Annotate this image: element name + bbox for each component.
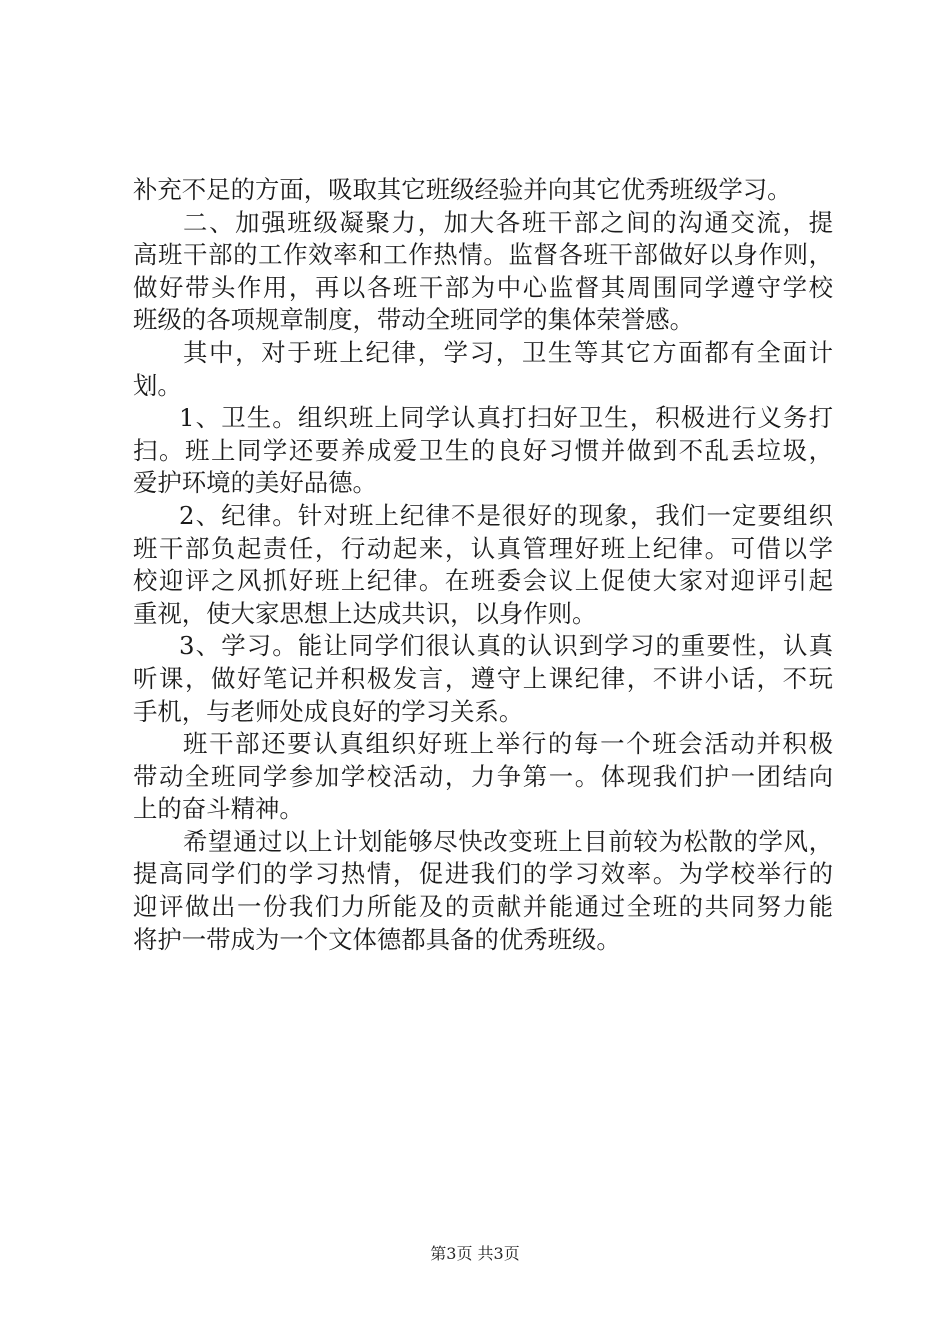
text-line: 划。 bbox=[133, 370, 182, 400]
text-line: 重视，使大家思想上达成共识，以身作则。 bbox=[133, 598, 597, 628]
text-line: 校迎评之风抓好班上纪律。在班委会议上促使大家对迎评引起 bbox=[133, 566, 833, 596]
text-line: 2、纪律。针对班上纪律不是很好的现象，我们一定要组织 bbox=[179, 500, 833, 530]
text-line: 班干部还要认真组织好班上举行的每一个班会活动并积极 bbox=[183, 729, 833, 759]
text-line: 班干部负起责任，行动起来，认真管理好班上纪律。可借以学 bbox=[133, 533, 833, 563]
text-line: 迎评做出一份我们力所能及的贡献并能通过全班的共同努力能 bbox=[133, 892, 833, 922]
text-line: 提高同学们的学习热情，促进我们的学习效率。为学校举行的 bbox=[133, 859, 833, 889]
text-line: 高班干部的工作效率和工作热情。监督各班干部做好以身作则， bbox=[133, 240, 833, 270]
text-line: 将护一带成为一个文体德都具备的优秀班级。 bbox=[133, 924, 621, 954]
document-body bbox=[133, 174, 833, 956]
text-line: 补充不足的方面，吸取其它班级经验并向其它优秀班级学习。 bbox=[133, 175, 792, 204]
text-line: 爱护环境的美好品德。 bbox=[133, 468, 377, 498]
text-line: 班级的各项规章制度，带动全班同学的集体荣誉感。 bbox=[133, 305, 694, 335]
text-line: 扫。班上同学还要养成爱卫生的良好习惯并做到不乱丢垃圾， bbox=[133, 435, 833, 465]
text-line: 希望通过以上计划能够尽快改变班上目前较为松散的学风， bbox=[183, 826, 833, 856]
text-line: 其中，对于班上纪律，学习，卫生等其它方面都有全面计 bbox=[183, 337, 833, 367]
text-line: 带动全班同学参加学校活动，力争第一。体现我们护一团结向 bbox=[133, 761, 833, 791]
text-line: 二、加强班级凝聚力，加大各班干部之间的沟通交流，提 bbox=[183, 207, 833, 237]
text-line: 1、卫生。组织班上同学认真打扫好卫生，积极进行义务打 bbox=[179, 403, 833, 433]
text-line: 做好带头作用，再以各班干部为中心监督其周围同学遵守学校 bbox=[133, 272, 833, 302]
text-line: 上的奋斗精神。 bbox=[133, 794, 304, 824]
text-line: 手机，与老师处成良好的学习关系。 bbox=[133, 696, 524, 726]
text-line: 3、学习。能让同学们很认真的认识到学习的重要性，认真 bbox=[179, 631, 833, 661]
page-footer: 第3页 共3页 bbox=[430, 1244, 520, 1263]
text-line: 听课，做好笔记并积极发言，遵守上课纪律，不讲小话，不玩 bbox=[133, 663, 833, 693]
